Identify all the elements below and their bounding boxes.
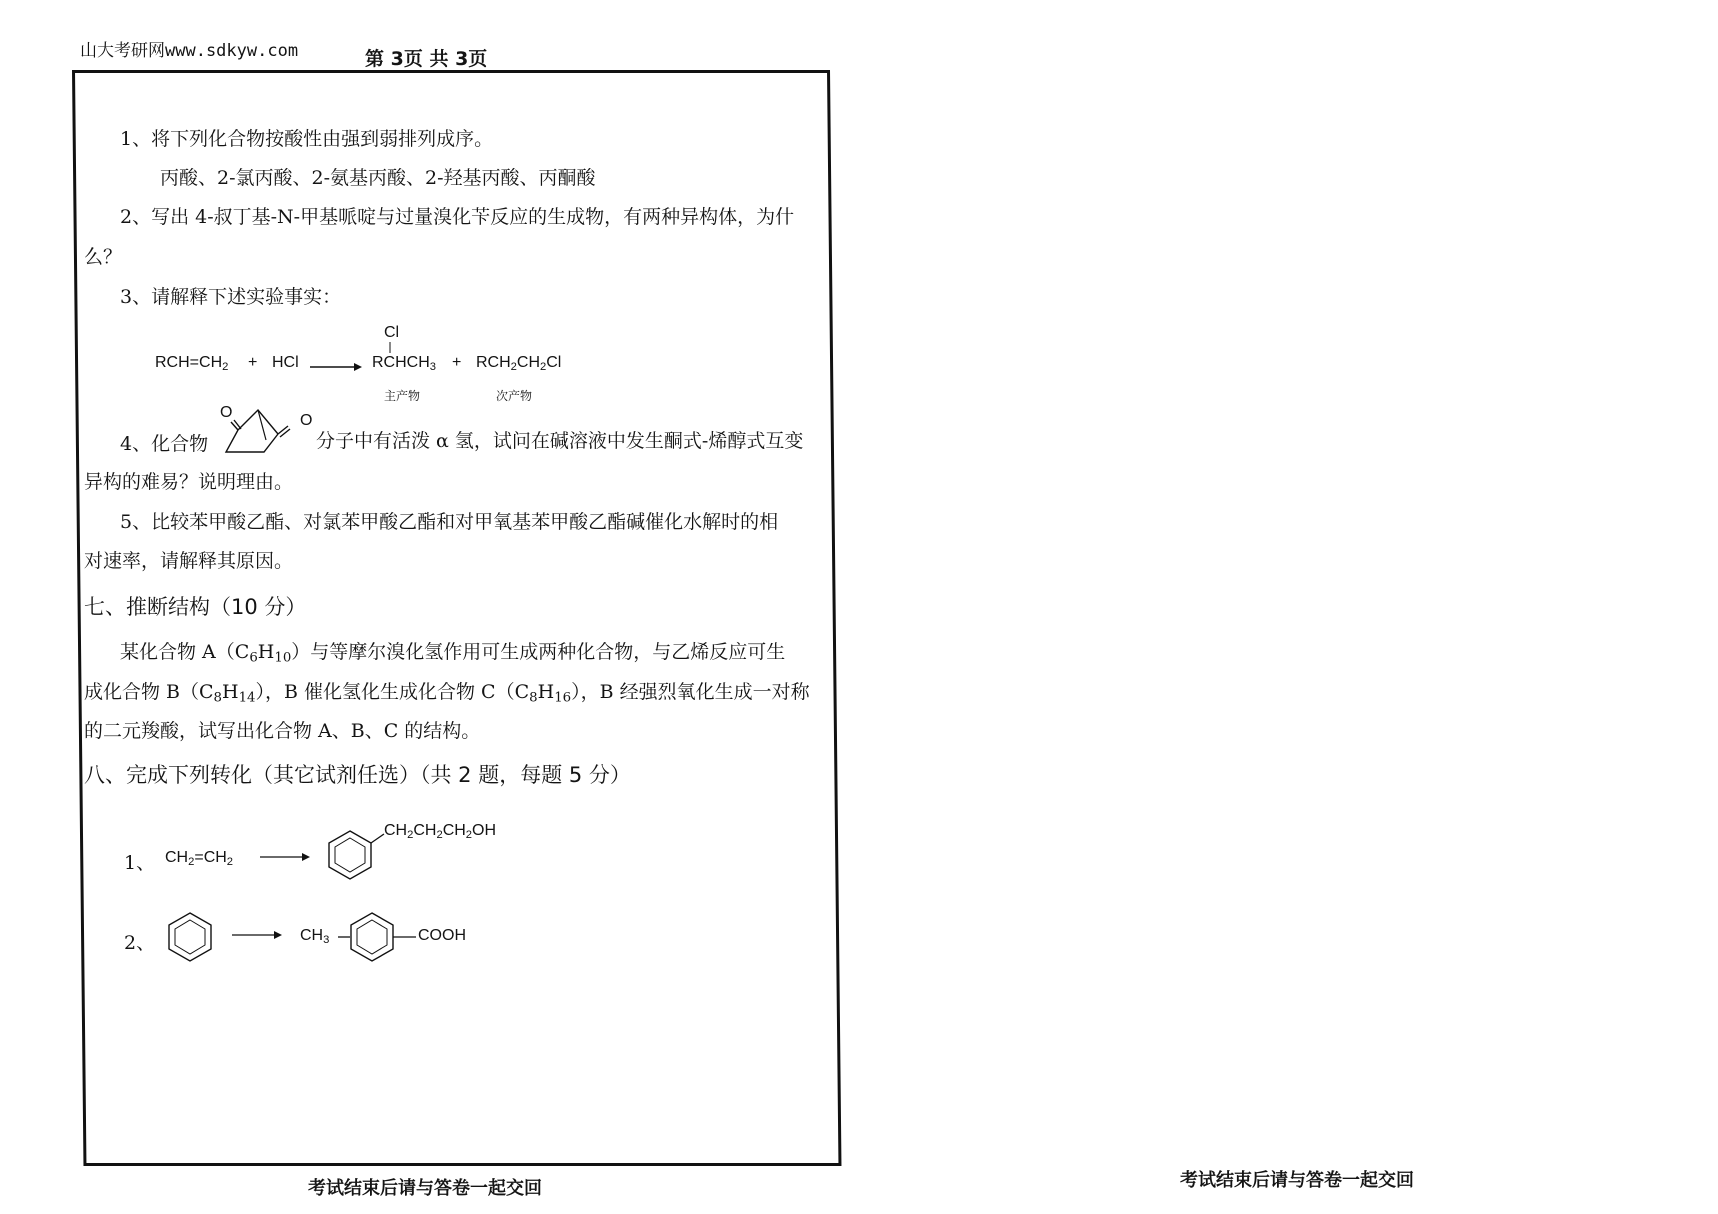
section-7-para-3: 的二元羧酸，试写出化合物 A、B、C 的结构。 [84,720,481,742]
question-4-line2: 异构的难易？说明理由。 [84,471,294,493]
section-7-heading: 七、推断结构（10 分） [84,595,307,619]
major-product-label: 主产物 [384,389,421,403]
question-1-compounds: 丙酸、2-氯丙酸、2-氨基丙酸、2-羟基丙酸、丙酮酸 [160,167,596,189]
section-7-para-2: 成化合物 $B(C_8H_{14})$，B 催化氢化生成化合物 $C(C_8H_{16})$，B 经强烈氧化生成一对称 [84,681,810,706]
site-watermark: 山大考研网www.sdkyw.com [80,41,299,61]
bond-line-icon [389,342,393,354]
question-5-line2: 对速率，请解释其原因。 [84,550,294,572]
benzene-ring-icon [166,910,218,962]
reaction-arrow-icon [260,852,310,862]
reaction-arrow-icon [310,362,362,372]
plus-sign: + [248,354,258,371]
section-7-para-1: 某化合物 $A(C_6H_{10})$与等摩尔溴化氢作用可生成两种化合物，与乙烯反应可生 [120,641,786,666]
reactant-hcl: HCl [272,354,299,371]
carbonyl-oxygen-1: O [220,404,233,421]
ethylene-formula: $CH_2=CH_2$ [165,849,234,868]
product-chlorine: Cl [384,324,400,341]
section-8-heading: 八、完成下列转化（其它试剂任选）（共 2 题，每题 5 分） [84,763,631,787]
minor-product-label: 次产物 [496,389,533,403]
transformation-1-label: 1、 [124,852,156,874]
transformation-2-label: 2、 [124,932,156,954]
reaction-arrow-icon [232,930,282,940]
footer-note-left: 考试结束后请与答卷一起交回 [308,1178,542,1199]
question-5-line1: 5、比较苯甲酸乙酯、对氯苯甲酸乙酯和对甲氧基苯甲酸乙酯碱催化水解时的相 [120,511,779,533]
major-product: $RCHCH_3$ [372,354,437,373]
plus-sign: + [452,354,462,371]
question-2-line1: 2、写出 4-叔丁基-N-甲基哌啶与过量溴化苄反应的生成物，有两种异构体，为什 [120,206,795,228]
propanol-chain: $CH_2CH_2CH_2OH$ [384,822,497,841]
footer-note-right: 考试结束后请与答卷一起交回 [1180,1170,1414,1191]
carboxyl-group: COOH [418,927,466,944]
minor-product: $RCH_2CH_2Cl$ [476,354,562,373]
question-4-prefix: 4、化合物 [120,433,209,455]
methyl-group: $CH_3$ [300,927,330,946]
toluic-acid-ring-icon [338,910,418,962]
page-number: 第 3页 共 3页 [365,48,488,70]
benzene-ring-icon [326,828,386,884]
question-1: 1、将下列化合物按酸性由强到弱排列成序。 [120,128,494,150]
question-3: 3、请解释下述实验事实： [120,286,342,308]
reactant-alkene: $RCH=CH_2$ [155,354,229,373]
question-4-text: 分子中有活泼 α 氢，试问在碱溶液中发生酮式-烯醇式互变 [316,430,804,452]
bicyclic-diketone-icon [222,400,314,460]
carbonyl-oxygen-2: O [300,412,313,429]
question-2-line2: 么？ [84,246,123,268]
